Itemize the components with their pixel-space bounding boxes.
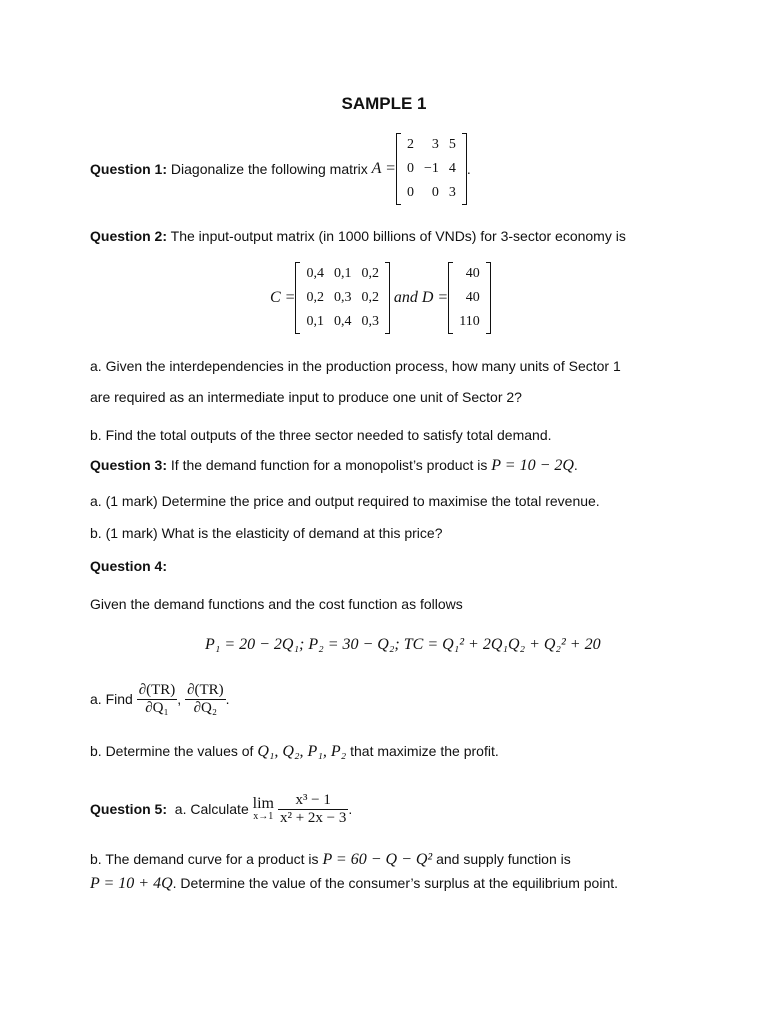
fraction-denominator: x² + 2x − 3 bbox=[279, 809, 347, 826]
question-5a-label: a. Calculate bbox=[174, 801, 249, 817]
matrix-a-cell: 2 bbox=[406, 137, 414, 152]
question-2-text: The input-output matrix (in 1000 billions of VNDs) for 3-sector economy is bbox=[170, 228, 626, 244]
fraction-denominator: ∂Q₂ bbox=[193, 699, 218, 716]
matrix-d bbox=[448, 262, 490, 334]
matrix-c-cell: 0,4 bbox=[306, 266, 324, 281]
question-4b-post: that maximize the profit. bbox=[350, 743, 499, 759]
fraction-numerator: ∂(TR) bbox=[138, 681, 176, 698]
demand-curve-formula: P = 60 − Q − Q² bbox=[322, 851, 433, 868]
matrix-a-cell: 5 bbox=[448, 137, 456, 152]
question-1-label: Question 1: bbox=[90, 161, 168, 177]
supply-function-formula: P = 10 + 4Q bbox=[90, 875, 173, 892]
matrix-c-cell: 0,2 bbox=[306, 290, 324, 305]
page-title: SAMPLE 1 bbox=[341, 94, 427, 113]
matrix-a-cell: 0 bbox=[406, 161, 414, 176]
matrix-c-cell: 0,3 bbox=[333, 290, 352, 305]
question-3b: b. (1 mark) What is the elasticity of demand at this price? bbox=[90, 525, 443, 541]
matrix-c-cell: 0,2 bbox=[361, 290, 379, 305]
question-4b-pre: b. Determine the values of bbox=[90, 743, 254, 759]
question-2a-line-1: a. Given the interdependencies in the production process, how many units of Sector 1 bbox=[90, 358, 621, 374]
question-4a-label: a. Find bbox=[90, 691, 133, 707]
matrix-a bbox=[396, 133, 467, 205]
matrix-c-lhs: C = bbox=[270, 289, 296, 306]
matrix-c-cell: 0,1 bbox=[333, 266, 352, 281]
matrix-d-cell: 40 bbox=[465, 290, 480, 305]
matrix-a-cell: 3 bbox=[431, 137, 439, 152]
question-3-end: . bbox=[573, 457, 578, 473]
matrix-c-cell: 0,3 bbox=[361, 314, 379, 329]
question-2-label: Question 2: bbox=[90, 228, 168, 244]
question-2 bbox=[90, 228, 626, 244]
question-1-end: . bbox=[466, 161, 471, 177]
question-5b-line-2 bbox=[90, 875, 618, 893]
limit-label: lim bbox=[252, 795, 274, 812]
io-matrices bbox=[270, 262, 491, 334]
matrix-a-lhs: A = bbox=[371, 160, 396, 177]
matrix-a-cell: −1 bbox=[423, 161, 439, 176]
fraction-numerator: x³ − 1 bbox=[278, 792, 348, 810]
question-5b-line-1 bbox=[90, 851, 571, 869]
matrix-a-cell: 4 bbox=[448, 161, 456, 176]
question-3-formula: P = 10 − 2Q bbox=[491, 457, 574, 474]
matrix-c-cell: 0,1 bbox=[306, 314, 324, 329]
question-2b: b. Find the total outputs of the three sector needed to satisfy total demand. bbox=[90, 427, 552, 443]
question-4-label: Question 4: bbox=[90, 558, 168, 574]
question-4a bbox=[90, 676, 230, 722]
matrix-a-cell: 0 bbox=[431, 185, 439, 200]
question-1 bbox=[90, 130, 471, 208]
question-3-text: If the demand function for a monopolist’s product is bbox=[170, 457, 488, 473]
question-4b bbox=[90, 743, 499, 761]
question-4-formula: P₁ = 20 − 2Q₁; P₂ = 30 − Q₂; TC = Q₁² + 2Q₁Q₂ + Q₂² + 20 bbox=[205, 636, 601, 653]
partial-derivative-q2 bbox=[185, 682, 226, 717]
matrix-c bbox=[295, 262, 390, 334]
question-5a-end: . bbox=[348, 801, 353, 817]
fraction-numerator: ∂(TR) bbox=[187, 681, 224, 698]
question-3-label: Question 3: bbox=[90, 457, 168, 473]
question-2a-line-2: are required as an intermediate input to produce one unit of Sector 2? bbox=[90, 389, 522, 405]
question-3a: a. (1 mark) Determine the price and output required to maximise the total revenue. bbox=[90, 493, 600, 509]
question-5b-mid: and supply function is bbox=[436, 851, 571, 867]
question-4a-end: . bbox=[225, 691, 230, 707]
question-4b-vars: Q₁, Q₂, P₁, P₂ bbox=[257, 743, 347, 760]
limit-operator bbox=[253, 796, 274, 822]
fraction-separator: , bbox=[177, 691, 182, 707]
fraction-denominator: ∂Q₁ bbox=[145, 699, 169, 716]
question-1-text: Diagonalize the following matrix bbox=[170, 161, 368, 177]
matrix-a-cell: 3 bbox=[448, 185, 456, 200]
question-3 bbox=[90, 457, 578, 475]
limit-fraction bbox=[278, 792, 348, 827]
question-4-intro: Given the demand functions and the cost function as follows bbox=[90, 596, 463, 612]
limit-subscript: x→1 bbox=[253, 811, 274, 822]
question-5a bbox=[90, 786, 352, 832]
partial-derivative-q1 bbox=[137, 682, 178, 717]
question-5b-post: . Determine the value of the consumer’s surplus at the equilibrium point. bbox=[172, 875, 619, 891]
question-5b-pre: b. The demand curve for a product is bbox=[90, 851, 319, 867]
matrix-c-cell: 0,4 bbox=[333, 314, 352, 329]
question-5-label: Question 5: bbox=[90, 801, 168, 817]
matrix-d-cell: 110 bbox=[459, 314, 480, 329]
matrix-d-lhs: and D = bbox=[393, 289, 449, 306]
matrix-a-cell: 0 bbox=[406, 185, 414, 200]
matrix-d-cell: 40 bbox=[465, 266, 480, 281]
matrix-c-cell: 0,2 bbox=[361, 266, 379, 281]
